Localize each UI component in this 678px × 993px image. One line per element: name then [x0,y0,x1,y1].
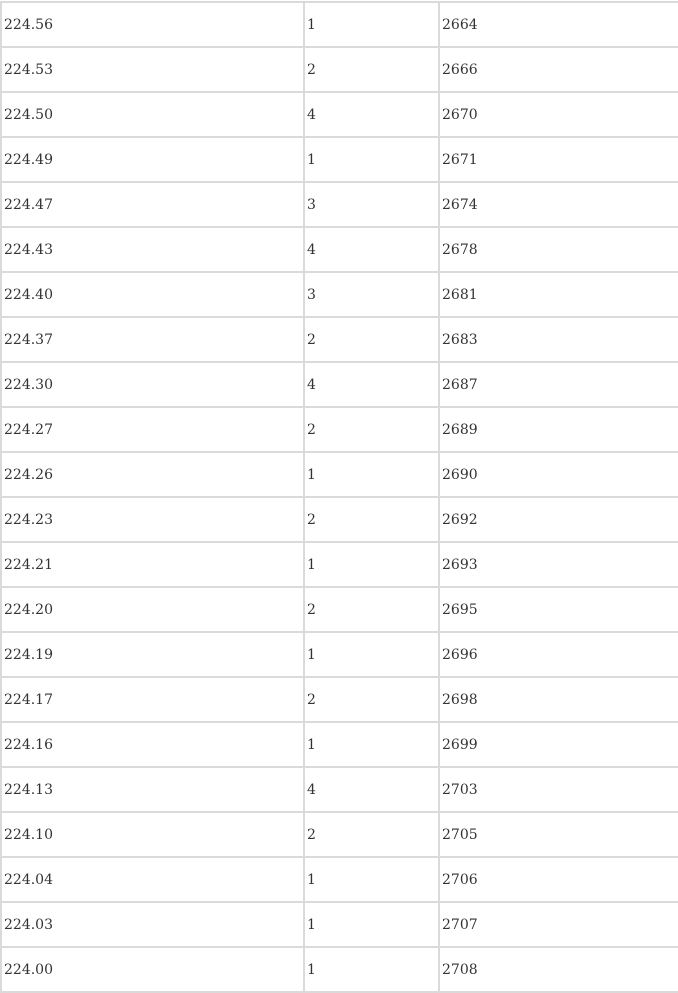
table-row [1,407,678,452]
count-cell: 4 [304,227,439,272]
score-cell: 224.27 [1,407,304,452]
score-cell: 224.19 [1,632,304,677]
score-cell: 224.53 [1,47,304,92]
table-row [1,902,678,947]
score-cell: 224.47 [1,182,304,227]
score-cell: 224.04 [1,857,304,902]
score-cell: 224.21 [1,542,304,587]
score-cell: 224.10 [1,812,304,857]
cumulative-cell: 2693 [439,542,678,587]
count-cell: 1 [304,857,439,902]
table-row [1,542,678,587]
table-row [1,227,678,272]
score-cell: 224.26 [1,452,304,497]
cumulative-cell: 2687 [439,362,678,407]
score-cell: 224.03 [1,902,304,947]
table-body [1,2,678,992]
count-cell: 1 [304,2,439,47]
cumulative-cell: 2683 [439,317,678,362]
table-row [1,362,678,407]
cumulative-cell: 2696 [439,632,678,677]
count-cell: 4 [304,767,439,812]
table-row [1,497,678,542]
count-cell: 3 [304,272,439,317]
score-cell: 224.23 [1,497,304,542]
table-row [1,857,678,902]
count-cell: 1 [304,902,439,947]
cumulative-cell: 2695 [439,587,678,632]
table-row [1,767,678,812]
score-cell: 224.49 [1,137,304,182]
score-table [0,1,678,993]
cumulative-cell: 2692 [439,497,678,542]
count-cell: 1 [304,542,439,587]
count-cell: 2 [304,497,439,542]
score-cell: 224.20 [1,587,304,632]
table-row [1,722,678,767]
count-cell: 3 [304,182,439,227]
table-row [1,677,678,722]
table-row [1,812,678,857]
score-cell: 224.30 [1,362,304,407]
count-cell: 2 [304,587,439,632]
score-cell: 224.16 [1,722,304,767]
cumulative-cell: 2706 [439,857,678,902]
score-cell: 224.13 [1,767,304,812]
cumulative-cell: 2671 [439,137,678,182]
score-cell: 224.00 [1,947,304,992]
cumulative-cell: 2699 [439,722,678,767]
cumulative-cell: 2690 [439,452,678,497]
count-cell: 2 [304,47,439,92]
cumulative-cell: 2703 [439,767,678,812]
cumulative-cell: 2708 [439,947,678,992]
count-cell: 4 [304,92,439,137]
table-row [1,272,678,317]
count-cell: 1 [304,947,439,992]
count-cell: 2 [304,317,439,362]
cumulative-cell: 2678 [439,227,678,272]
cumulative-cell: 2681 [439,272,678,317]
count-cell: 2 [304,812,439,857]
count-cell: 2 [304,677,439,722]
cumulative-cell: 2674 [439,182,678,227]
cumulative-cell: 2689 [439,407,678,452]
table-row [1,632,678,677]
count-cell: 4 [304,362,439,407]
table-row [1,2,678,47]
score-cell: 224.56 [1,2,304,47]
table-row [1,137,678,182]
score-cell: 224.37 [1,317,304,362]
score-cell: 224.43 [1,227,304,272]
cumulative-cell: 2670 [439,92,678,137]
count-cell: 1 [304,452,439,497]
cumulative-cell: 2705 [439,812,678,857]
count-cell: 1 [304,632,439,677]
table-row [1,182,678,227]
table-row [1,587,678,632]
cumulative-cell: 2707 [439,902,678,947]
table-row [1,47,678,92]
cumulative-cell: 2666 [439,47,678,92]
score-cell: 224.50 [1,92,304,137]
table-row [1,947,678,992]
table-row [1,452,678,497]
count-cell: 1 [304,722,439,767]
score-cell: 224.17 [1,677,304,722]
count-cell: 2 [304,407,439,452]
count-cell: 1 [304,137,439,182]
table-row [1,92,678,137]
cumulative-cell: 2664 [439,2,678,47]
score-cell: 224.40 [1,272,304,317]
table-row [1,317,678,362]
cumulative-cell: 2698 [439,677,678,722]
